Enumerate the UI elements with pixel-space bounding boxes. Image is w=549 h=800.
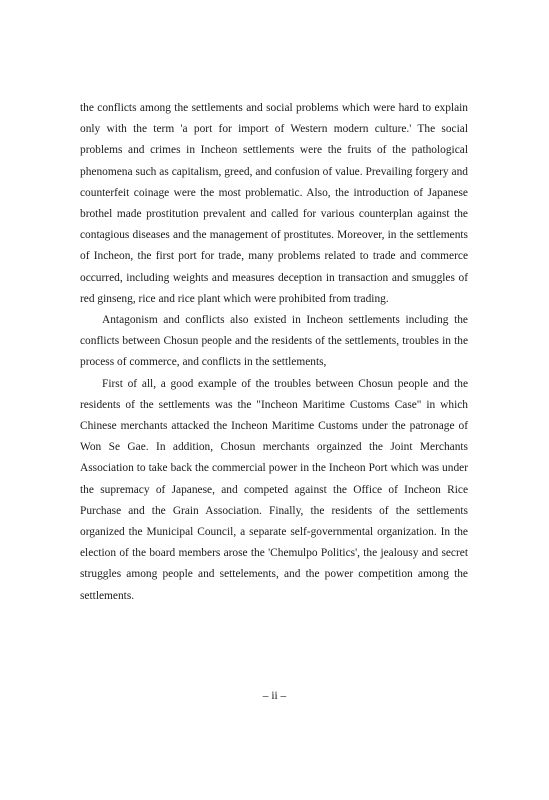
paragraph-2: Antagonism and conflicts also existed in Incheon settlements including the conflicts between Chosun people and the residents of the settlements, troubles in the process of commerce, and conflicts in the settlements, [80, 314, 468, 369]
page-number: – ii – [262, 690, 287, 702]
paragraph-1: the conflicts among the settlements and social problems which were hard to explain only with the term 'a port for import of Western modern culture.' The social problems and crimes in Incheon settlements were the fruits of the pathological phenomena such as capitalism, greed, and confusion of value. Prevailing forgery and counterfeit coinage were the most problematic. Also, the introduction of Japanese brothel made prostitution prevalent and called for various counterplan against the contagious diseases and the management of prostitutes. Moreover, in the settlements of Incheon, the first port for trade, many problems related to trade and commerce occurred, including weights and measures deception in transaction and smuggles of red ginseng, rice and rice plant which were prohibited from trading. [80, 102, 468, 305]
paragraph-3: First of all, a good example of the troubles between Chosun people and the residents of the settlements was the "Incheon Maritime Customs Case" in which Chinese merchants attacked the Incheon Maritime Customs under the patronage of Won Se Gae. In addition, Chosun merchants orgainzed the Joint Merchants Association to take back the commercial power in the Incheon Port which was under the supremacy of Japanese, and competed against the Office of Incheon Rice Purchase and the Grain Association. Finally, the residents of the settlements organized the Municipal Council, a separate self-governmental organization. In the election of the board members arose the 'Chemulpo Politics', the jealousy and secret struggles among people and settelements, and the power competition among the settlements. [80, 377, 468, 602]
body-text [80, 98, 468, 607]
